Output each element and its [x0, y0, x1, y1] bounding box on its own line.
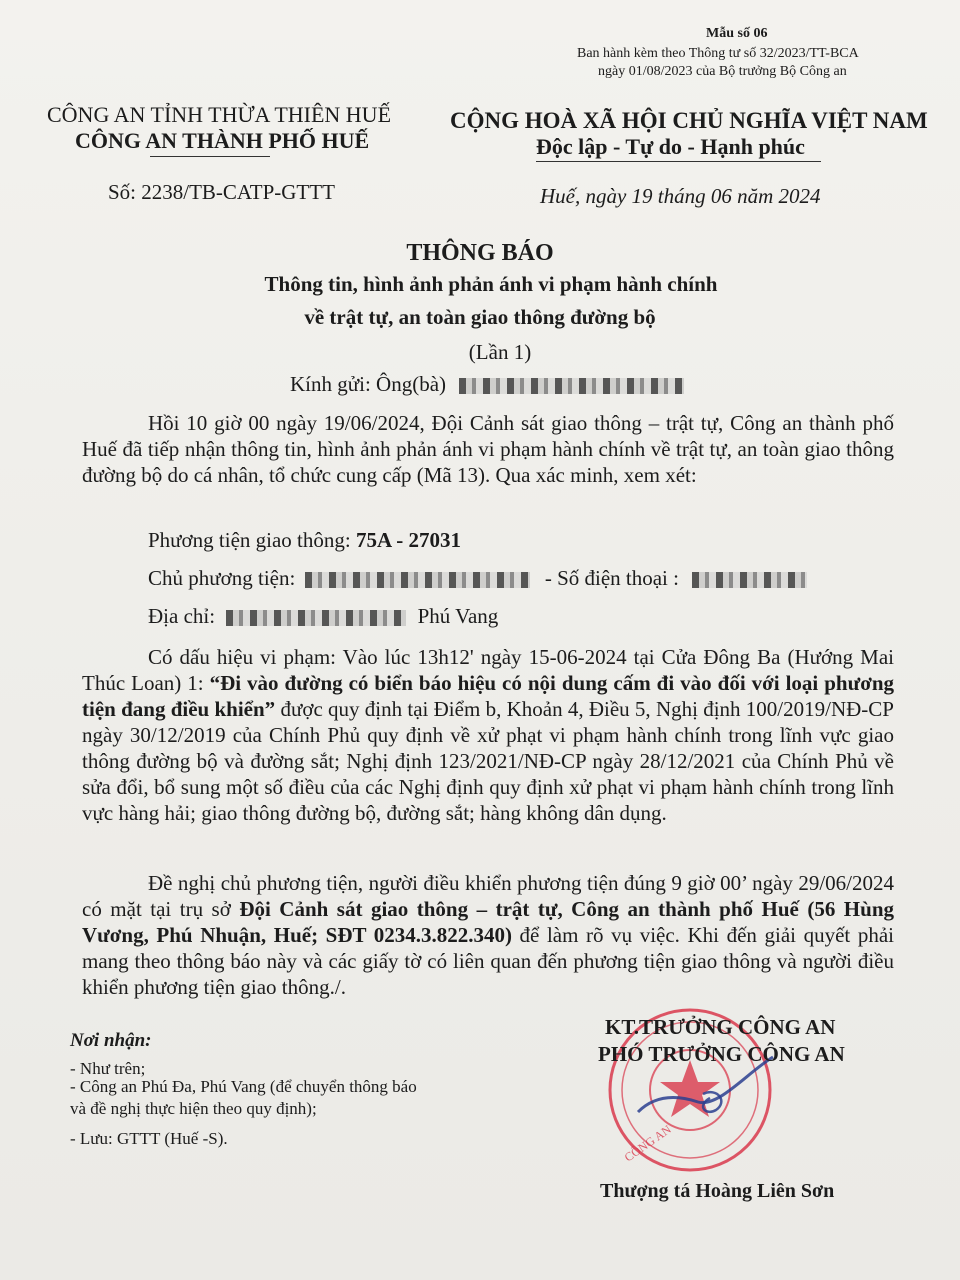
vehicle-label: Phương tiện giao thông: [148, 528, 351, 552]
owner-label: Chủ phương tiện: [148, 566, 296, 590]
signer-name: Thượng tá Hoàng Liên Sơn [600, 1180, 835, 1202]
issued-by-line-2: ngày 01/08/2023 của Bộ trưởng Bộ Công an [598, 64, 847, 79]
violation-paragraph [82, 644, 894, 826]
intro-paragraph: Hồi 10 giờ 00 ngày 19/06/2024, Đội Cảnh sát giao thông – trật tự, Công an thành phố Huế đã tiếp nhận thông tin, hình ảnh phản ánh vi phạm hành chính về trật tự, an toàn giao thông đường bộ do cá nhân, tổ chức cung cấp (Mã 13). Qua xác minh, xem xét: [82, 411, 894, 487]
place-and-date: Huế, ngày 19 tháng 06 năm 2024 [540, 184, 821, 208]
address-label: Địa chỉ: [148, 604, 216, 628]
owner-line [148, 566, 807, 591]
redacted-recipient-name [459, 378, 684, 394]
request-instructions: để làm rõ vụ việc. Khi đến giải quyết phải mang theo thông báo này và các giấy tờ có liên quan đến phương tiện giao thông và người điều khiển phương tiện giao thông./. [82, 923, 894, 999]
document-number: Số: 2238/TB-CATP-GTTT [108, 180, 335, 204]
agency-underline [150, 156, 270, 157]
seal-text: CÔNG AN [621, 1122, 674, 1165]
request-paragraph [82, 870, 894, 1000]
recipient-item: - Lưu: GTTT (Huế -S). [70, 1129, 228, 1148]
recipient-line [290, 372, 684, 397]
redacted-phone [692, 572, 807, 588]
issued-by-line-1: Ban hành kèm theo Thông tư số 32/2023/TT-BCA [577, 46, 859, 61]
address-line [148, 604, 498, 629]
document-subtitle-2: về trật tự, an toàn giao thông đường bộ [304, 305, 656, 329]
recipients-title: Nơi nhận: [70, 1030, 152, 1051]
violation-description: “Đi vào đường có biển báo hiệu có nội dung cấm đi vào đối với loại phương tiện đang điều khiển” [82, 671, 895, 721]
parent-agency: CÔNG AN TỈNH THỪA THIÊN HUẾ [47, 102, 392, 127]
recipient-item: và đề nghị thực hiện theo quy định); [70, 1099, 317, 1118]
phone-label: - Số điện thoại : [544, 566, 679, 590]
document-subtitle-1: Thông tin, hình ảnh phản ánh vi phạm hành chính [264, 272, 718, 296]
form-number: Mẫu số 06 [706, 26, 768, 41]
issuing-agency: CÔNG AN THÀNH PHỐ HUẾ [75, 128, 370, 153]
national-title: CỘNG HOÀ XÃ HỘI CHỦ NGHĨA VIỆT NAM [450, 108, 928, 133]
signature-authority-line-1: KT.TRƯỞNG CÔNG AN [605, 1015, 836, 1039]
request-location: Đội Cảnh sát giao thông – trật tự, Công an thành phố Huế (56 Hùng Vương, Phú Nhuận, Huế; SĐT 0234.3.822.340) [82, 897, 894, 947]
recipient-item: - Công an Phú Đa, Phú Vang (để chuyển thông báo [70, 1077, 417, 1096]
request-intro: Đề nghị chủ phương tiện, người điều khiển phương tiện đúng 9 giờ 00’ ngày 29/06/2024 có mặt tại trụ sở [82, 871, 894, 921]
address-tail: Phú Vang [417, 604, 499, 628]
redacted-address [226, 610, 406, 626]
signature-authority-line-2: PHÓ TRƯỞNG CÔNG AN [598, 1042, 845, 1066]
document-title: THÔNG BÁO [406, 240, 554, 266]
violation-intro: Có dấu hiệu vi phạm: Vào lúc 13h12' ngày 15-06-2024 tại Cửa Đông Ba (Hướng Mai Thúc Loan) 1: [82, 645, 894, 695]
redacted-owner-name [305, 572, 530, 588]
vehicle-line [148, 528, 461, 553]
notice-round: (Lần 1) [468, 340, 532, 364]
motto-underline [536, 161, 821, 162]
national-motto: Độc lập - Tự do - Hạnh phúc [536, 134, 805, 159]
recipient-label: Kính gửi: Ông(bà) [290, 372, 447, 396]
violation-legal-basis: được quy định tại Điểm b, Khoản 4, Điều 5, Nghị định 100/2019/NĐ-CP ngày 30/12/2019 của Chính Phủ quy định về xử phạt vi phạm hành chính trong lĩnh vực giao thông đường bộ và đường sắt; Nghị định 123/2021/NĐ-CP ngày 28/12/2021 của Chính Phủ về sửa đổi, bổ sung một số điều của các Nghị định quy định xử phạt vi phạm hành chính trong lĩnh vực hàng hải; giao thông đường bộ, đường sắt; hàng không dân dụng. [82, 697, 894, 825]
recipient-item: - Như trên; [70, 1059, 146, 1078]
vehicle-plate: 75A - 27031 [355, 528, 461, 552]
